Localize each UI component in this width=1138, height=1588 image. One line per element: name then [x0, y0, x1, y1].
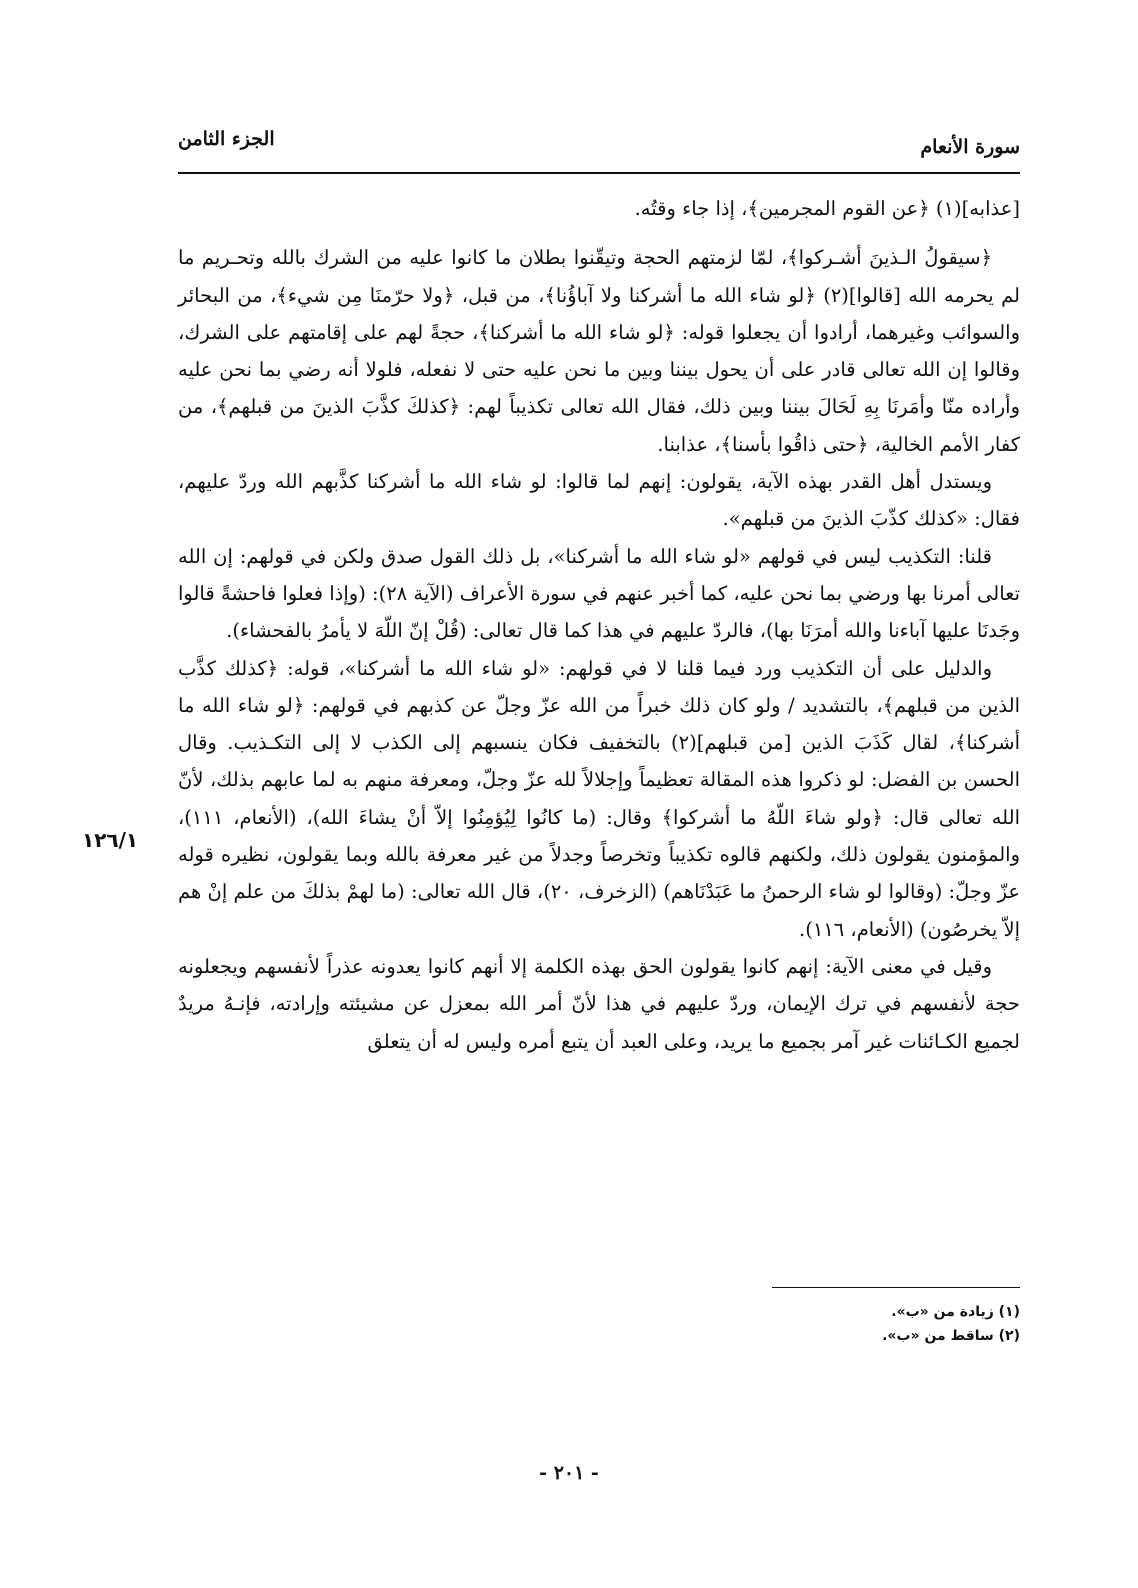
surah-title: سورة الأنعام [920, 136, 1020, 158]
paragraph-continuation: [عذابه](١) ﴿عن القوم المجرمين﴾، إذا جاء وقتُه. [634, 197, 1020, 220]
footnote-rule [772, 1287, 1020, 1288]
paragraph-verse-commentary: ﴿سيقولُ الـذينَ أشـركوا﴾، لمّا لزمتهم الحجة وتيقّنوا بطلان ما كانوا عليه من الشرك بالله وتحـريم ما لم يحرمه الله [قالوا](٢) ﴿لو شاء الله ما أشركنا ولا آباؤُنا﴾، من قبل، ﴿ولا حرّمنَا مِن شيء﴾، من البحائر والسوائب وغيرهما، أرادوا أن يجعلوا قوله: ﴿لو شاء الله ما أشركنا﴾، حجةً لهم على إقامتهم على الشرك، وقالوا إن الله تعالى قادر على أن يحول بيننا وبين ما نحن عليه حتى لا نفعله، فلولا أنه رضي بما نحن عليه وأراده منّا وأمَرنَا بِهِ لَحَالَ بيننا وبين ذلك، فقال الله تعالى تكذيباً لهم: ﴿كذلكَ كذَّبَ الذينَ من قبلهم﴾، من كفار الأمم الخالية، ﴿حتى ذاقُوا بأسنا﴾، عذابنا. [178, 246, 1020, 456]
footnote-1: (١) زيادة من «ب». [891, 1304, 1020, 1320]
paragraph-meaning: وقيل في معنى الآية: إنهم كانوا يقولون الحق بهذه الكلمة إلا أنهم كانوا يعدونه عذراً لأنفسهم ويجعلونه حجة لأنفسهم في ترك الإيمان، وردّ عليهم في هذا لأنّ أمر الله بمعزل عن مشيئته وإرادته، فإنـهُ مريدٌ لجميع الكـائنات غير آمر بجميع ما يريد، وعلى العبد أن يتبع أمره وليس له أن يتعلق [178, 954, 1020, 1053]
margin-folio-note: ١٢٦/١ [82, 828, 139, 852]
footnote-2: (٢) ساقط من «ب». [882, 1328, 1020, 1344]
page-number: - ٢٠١ - [539, 1462, 599, 1484]
header-rule [178, 172, 1020, 174]
running-header [178, 128, 1020, 168]
body-text [178, 190, 1020, 1060]
paragraph-qadar-argument: ويستدل أهل القدر بهذه الآية، يقولون: إنهم لما قالوا: لو شاء الله ما أشركنا كذَّبهم الله وردّ عليهم، فقال: «كذلك كذّبَ الذينَ من قبلهم». [178, 470, 1020, 531]
paragraph-evidence: والدليل على أن التكذيب ورد فيما قلنا لا في قولهم: «لو شاء الله ما أشركنا»، قوله: ﴿كذلك كذَّب الذين من قبلهم﴾، بالتشديد / ولو كان ذلك خبراً من الله عزّ وجلّ عن كذبهم في قولهم: ﴿لو شاء الله ما أشركنا﴾، لقال كَذَبَ الذين [من قبلهم](٢) بالتخفيف فكان ينسبهم إلى الكذب لا إلى التكـذيب. وقال الحسن بن الفضل: لو ذكروا هذه المقالة تعظيماً وإجلالاً لله عزّ وجلّ، ومعرفة منهم به لما عابهم بذلك، لأنّ الله تعالى قال: ﴿ولو شاءَ اللّهُ ما أشركوا﴾ وقال: (ما كانُوا لِيُؤمِنُوا إلاّ أنْ يشاءَ الله)، (الأنعام، ١١١)، والمؤمنون يقولون ذلك، ولكنهم قالوه تكذيباً وتخرصاً وجدلاً من غير معرفة بالله وبما يقولون، نظيره قوله عزّ وجلّ: (وقالوا لو شاء الرحمنُ ما عَبَدْنَاهم) (الزخرف، ٢٠)، قال الله تعالى: (ما لهمْ بذلكَ من علم إنْ هم إلاّ يخرصُون) (الأنعام، ١١٦). [178, 656, 1021, 941]
paragraph-response: قلنا: التكذيب ليس في قولهم «لو شاء الله ما أشركنا»، بل ذلك القول صدق ولكن في قولهم: إن الله تعالى أمرنا بها ورضي بما نحن عليه، كما أخبر عنهم في سورة الأعراف (الآية ٢٨): (وإذا فعلوا فاحشةً قالوا وجَدنَا عليها آباءنا والله أمرَنَا بها)، فالردّ عليهم في هذا كما قال تعالى: (قُلْ إنّ اللّهَ لا يأمرُ بالفحشاء). [178, 544, 1020, 643]
footnotes [882, 1300, 1020, 1348]
part-title: الجزء الثامن [178, 128, 275, 150]
